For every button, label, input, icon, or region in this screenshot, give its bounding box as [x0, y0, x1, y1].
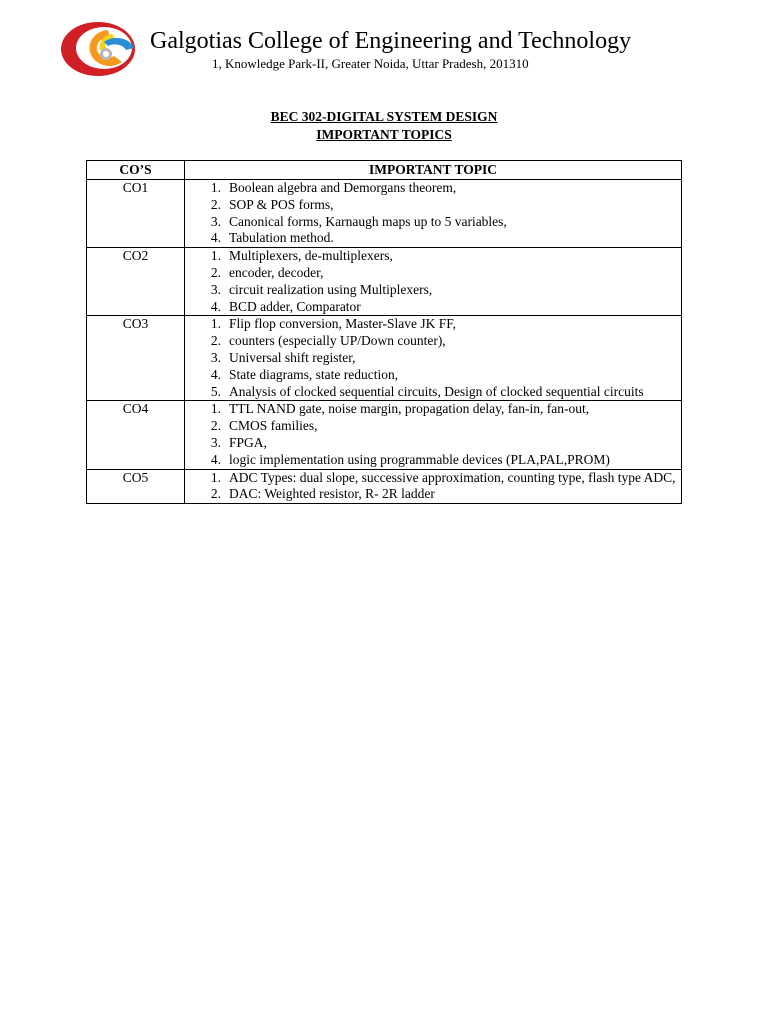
- list-item: [185, 316, 681, 333]
- topic-text: SOP & POS forms,: [229, 196, 334, 212]
- topic-number: 4.: [210, 230, 221, 246]
- topic-text: CMOS families,: [229, 418, 318, 434]
- co-cell: CO3: [87, 316, 185, 401]
- topic-number: 1.: [210, 248, 221, 264]
- college-logo: [60, 20, 138, 78]
- column-header-cos: CO’S: [87, 161, 185, 180]
- co-cell: CO5: [87, 469, 185, 504]
- topic-number: 2.: [210, 333, 221, 349]
- table-header-row: [87, 161, 682, 180]
- topic-text: BCD adder, Comparator: [229, 298, 361, 314]
- co-cell: CO2: [87, 248, 185, 316]
- topic-number: 3.: [210, 213, 221, 229]
- list-item: [185, 299, 681, 316]
- table-row: [87, 180, 682, 248]
- list-item: [185, 180, 681, 197]
- topic-text: logic implementation using programmable devices (PLA,PAL,PROM): [229, 451, 610, 467]
- topic-list: [185, 316, 681, 400]
- column-header-topic: IMPORTANT TOPIC: [185, 161, 682, 180]
- co-cell: CO4: [87, 401, 185, 469]
- topic-text: TTL NAND gate, noise margin, propagation delay, fan-in, fan-out,: [229, 401, 590, 417]
- topic-text: FPGA,: [229, 434, 267, 450]
- topic-number: 3.: [210, 349, 221, 365]
- topic-text: Analysis of clocked sequential circuits, Design of clocked sequential circuits: [229, 383, 644, 399]
- topic-text: ADC Types: dual slope, successive approximation, counting type, flash type ADC,: [229, 469, 676, 485]
- topic-number: 4.: [210, 366, 221, 382]
- list-item: [185, 265, 681, 282]
- list-item: [185, 470, 681, 487]
- list-item: [185, 401, 681, 418]
- list-item: [185, 230, 681, 247]
- document-subtitle: IMPORTANT TOPICS: [316, 127, 452, 142]
- topic-list: [185, 470, 681, 504]
- topic-text: counters (especially UP/Down counter),: [229, 333, 446, 349]
- topic-number: 1.: [210, 401, 221, 417]
- topic-text: Boolean algebra and Demorgans theorem,: [229, 180, 457, 195]
- list-item: [185, 248, 681, 265]
- list-item: [185, 435, 681, 452]
- topic-number: 2.: [210, 418, 221, 434]
- topic-text: Tabulation method.: [229, 230, 334, 246]
- co-cell: CO1: [87, 180, 185, 248]
- list-item: [185, 350, 681, 367]
- table-row: [87, 248, 682, 316]
- college-name: Galgotias College of Engineering and Technology: [150, 28, 632, 54]
- topics-cell: [185, 248, 682, 316]
- list-item: [185, 282, 681, 299]
- topic-text: State diagrams, state reduction,: [229, 366, 399, 382]
- topic-text: Multiplexers, de-multiplexers,: [229, 248, 393, 264]
- list-item: [185, 418, 681, 435]
- topic-text: DAC: Weighted resistor, R- 2R ladder: [229, 486, 435, 502]
- topic-text: Flip flop conversion, Master-Slave JK FF,: [229, 316, 457, 332]
- document-heading: [0, 108, 768, 144]
- list-item: [185, 333, 681, 350]
- topic-text: circuit realization using Multiplexers,: [229, 281, 433, 297]
- topic-number: 3.: [210, 434, 221, 450]
- topic-text: encoder, decoder,: [229, 264, 324, 280]
- topic-list: [185, 180, 681, 247]
- list-item: [185, 452, 681, 469]
- topic-number: 1.: [210, 180, 221, 195]
- topic-number: 2.: [210, 196, 221, 212]
- topics-cell: [185, 469, 682, 504]
- table-row: [87, 401, 682, 469]
- table-row: [87, 469, 682, 504]
- topic-number: 3.: [210, 281, 221, 297]
- topic-list: [185, 401, 681, 468]
- list-item: [185, 367, 681, 384]
- topic-text: Canonical forms, Karnaugh maps up to 5 variables,: [229, 213, 507, 229]
- topic-text: Universal shift register,: [229, 349, 356, 365]
- topic-number: 4.: [210, 451, 221, 467]
- college-address: 1, Knowledge Park-II, Greater Noida, Uttar Pradesh, 201310: [212, 56, 529, 71]
- topic-number: 4.: [210, 298, 221, 314]
- list-item: [185, 214, 681, 231]
- list-item: [185, 486, 681, 503]
- topic-number: 5.: [210, 383, 221, 399]
- topics-table: [86, 160, 682, 504]
- list-item: [185, 384, 681, 401]
- topics-cell: [185, 401, 682, 469]
- topic-number: 1.: [210, 316, 221, 332]
- topic-list: [185, 248, 681, 315]
- list-item: [185, 197, 681, 214]
- topics-cell: [185, 316, 682, 401]
- topics-cell: [185, 180, 682, 248]
- topic-number: 2.: [210, 264, 221, 280]
- topic-number: 1.: [210, 469, 221, 485]
- topic-number: 2.: [210, 486, 221, 502]
- table-row: [87, 316, 682, 401]
- document-title: BEC 302-DIGITAL SYSTEM DESIGN: [270, 109, 498, 124]
